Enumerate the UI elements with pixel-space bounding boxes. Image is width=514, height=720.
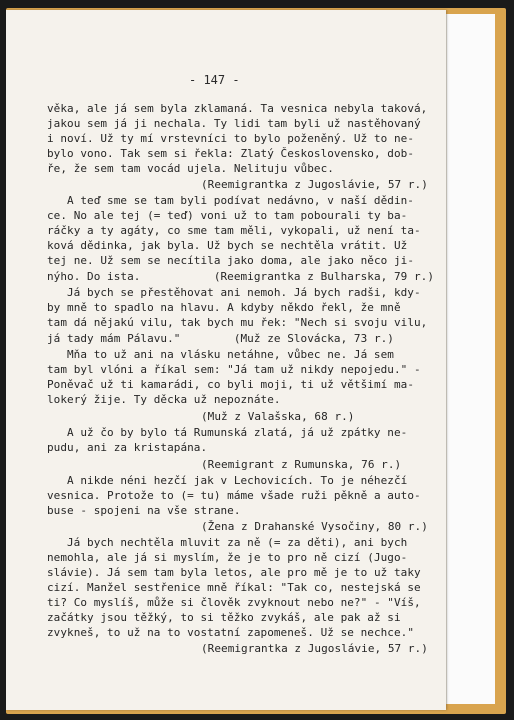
text-line: tej ne. Už sem se necítila jako doma, ale jako něco ji- <box>47 254 414 267</box>
text-line: Poněvač už ti kamarádi, co byli moji, ti už většimí ma- <box>47 378 414 391</box>
text-line: ře, že sem tam vocád ujela. Nelituju vůbec. <box>47 162 334 175</box>
text-line: Mňa to už ani na vlásku netáhne, vůbec ne. Já sem <box>67 348 394 361</box>
text-line: pudu, ani za kristapána. <box>47 441 208 454</box>
text-line: tam dá nějakú vilu, tak bych mu řek: "Nech si svoju vilu, <box>47 316 428 329</box>
text-line: ráčky a ty agáty, co sme tam měli, vykopali, už není ta- <box>47 224 421 237</box>
text-line: nemohla, ale já si myslím, že je to pro ně cizí (Jugo- <box>47 551 408 564</box>
text-line: zvykneš, to už na to vostatní zapomeneš. Už se nechce." <box>47 626 414 639</box>
text-line: ce. No ale tej (= teď) voni už to tam pobourali ty ba- <box>47 209 408 222</box>
text-line: Já bych se přestěhovat ani nemoh. Já bych radši, kdy- <box>67 286 421 299</box>
text-line: nýho. Do ista. (Reemigrantka z Bulharska, 79 r.) <box>47 270 435 283</box>
text-line: věka, ale já sem byla zklamaná. Ta vesnica nebyla taková, <box>47 102 428 115</box>
text-line: A teď sme se tam byli podívat nedávno, v naší dědin- <box>67 194 414 207</box>
attribution: (Reemigrantka z Jugoslávie, 57 r.) <box>201 642 428 655</box>
text-line: bylo vono. Tak sem si řekla: Zlatý Československo, dob- <box>47 147 414 160</box>
text-line: tam byl vlóni a říkal sem: "Já tam už nikdy nepojedu." - <box>47 363 421 376</box>
text-line: začátky jsou těžký, to si těžko zvykáš, ale pak až si <box>47 611 401 624</box>
book-page <box>6 10 446 710</box>
text-line: ti? Co myslíš, může si člověk zvyknout nebo ne?" - "Víš, <box>47 596 421 609</box>
text-line: ková dědinka, jak byla. Už bych se nechtěla vrátit. Už <box>47 239 408 252</box>
text-line: i noví. Už ty mí vrstevníci to bylo poženěný. Už to ne- <box>47 132 414 145</box>
blank-facing-leaf <box>446 14 495 704</box>
attribution: (Žena z Drahanské Vysočiny, 80 r.) <box>201 520 428 533</box>
text-line: slávie). Já sem tam byla letos, ale pro mě je to už taky <box>47 566 421 579</box>
attribution: (Muž z Valašska, 68 r.) <box>201 410 355 423</box>
text-line: já tady mám Pálavu." (Muž ze Slovácka, 73 r.) <box>47 332 394 345</box>
text-line: lokerý žije. Ty děcka už nepoznáte. <box>47 393 281 406</box>
text-line: jakou sem já ji nechala. Ty lidi tam byli už nastěhovaný <box>47 117 421 130</box>
attribution: (Reemigrantka z Jugoslávie, 57 r.) <box>201 178 428 191</box>
text-line: buse - spojeni na vše strane. <box>47 504 241 517</box>
attribution: (Reemigrant z Rumunska, 76 r.) <box>201 458 402 471</box>
text-line: A už čo by bylo tá Rumunská zlatá, já už zpátky ne- <box>67 426 408 439</box>
page-number: - 147 - <box>189 73 240 87</box>
text-line: Já bych nechtěla mluvit za ně (= za děti), ani bych <box>67 536 408 549</box>
text-line: cizí. Manžel sestřenice mně říkal: "Tak co, nestejská se <box>47 581 421 594</box>
text-line: vesnica. Protože to (= tu) máme všade ruži pěkně a auto- <box>47 489 421 502</box>
text-line: by mně to spadlo na hlavu. A kdyby někdo řekl, že mně <box>47 301 401 314</box>
text-line: A nikde néni hezčí jak v Lechovicích. To je néhezčí <box>67 474 408 487</box>
